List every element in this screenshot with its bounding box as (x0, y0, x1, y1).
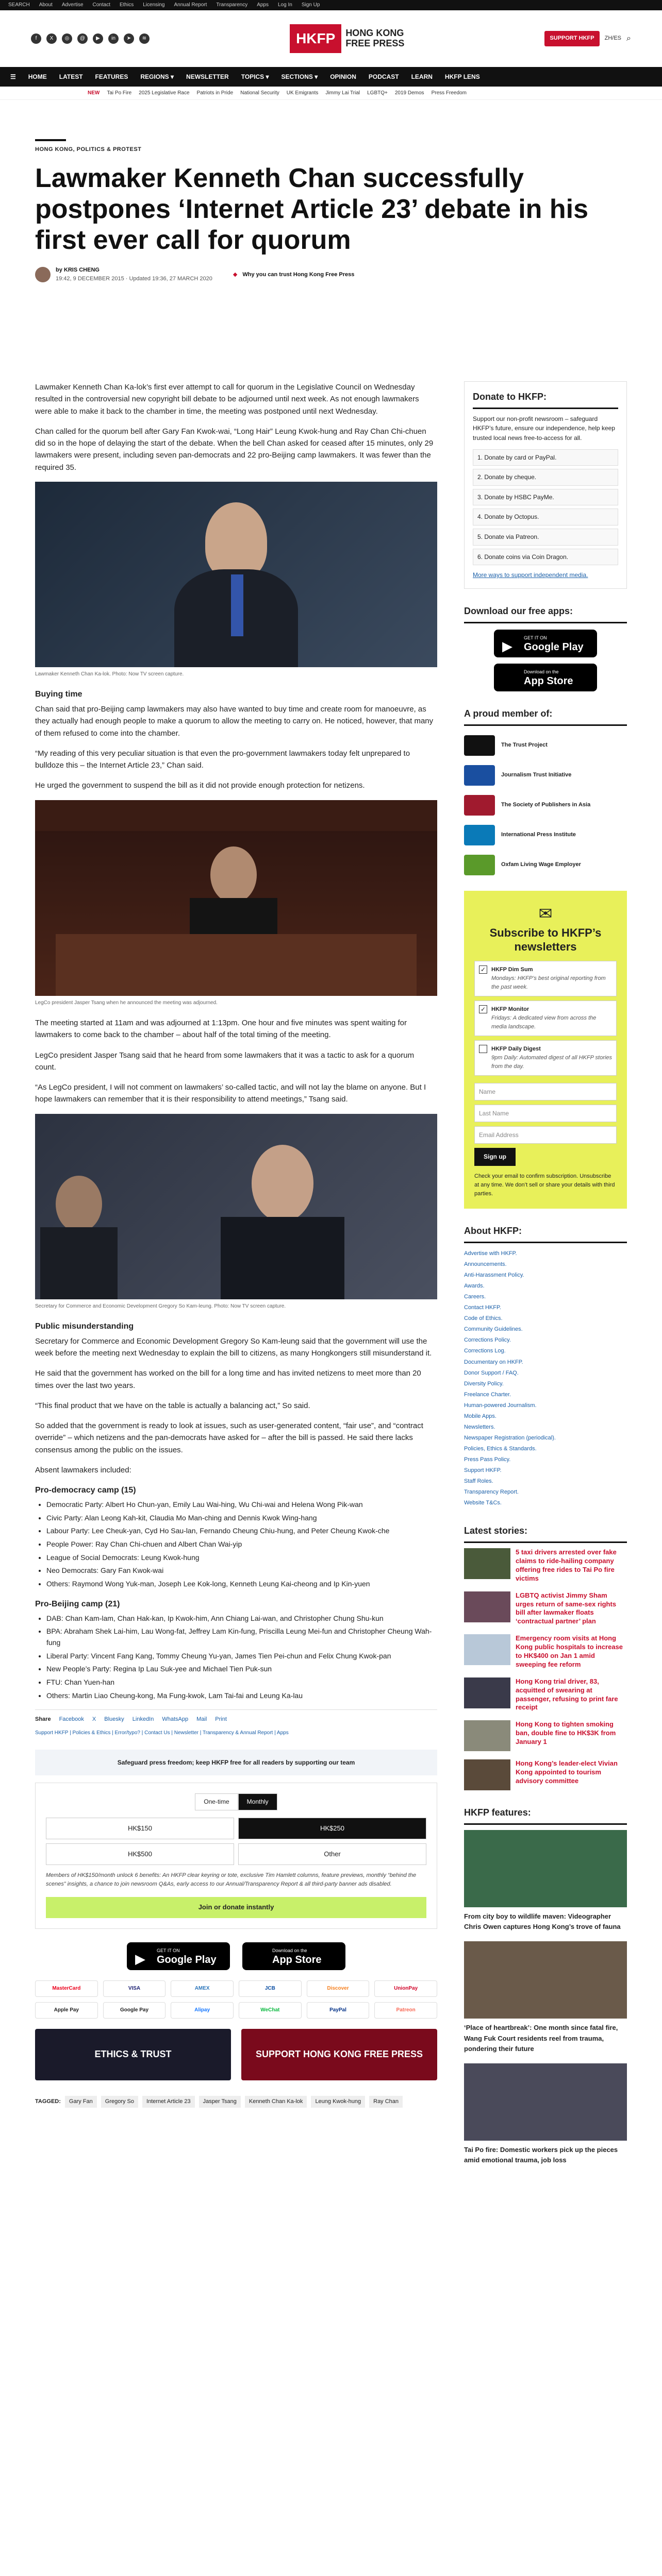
payment-logo: Discover (307, 1980, 370, 1997)
donate-option[interactable]: 1. Donate by card or PayPal. (473, 449, 618, 466)
nav-item[interactable]: TOPICS ▾ (241, 73, 269, 80)
story-item[interactable] (464, 1634, 627, 1669)
logo-line-2: FREE PRESS (345, 38, 405, 48)
newsletter-name: HKFP Daily Digest (491, 1046, 541, 1053)
util-link[interactable]: Transparency (216, 2, 248, 8)
member-org[interactable] (464, 765, 627, 786)
feature-item[interactable] (464, 1830, 627, 1932)
newsletter-box (464, 891, 627, 1209)
author-name[interactable]: KRIS CHENG (63, 267, 100, 274)
about-link[interactable]: Website T&Cs. (464, 1500, 502, 1506)
signup-button[interactable]: Sign up (474, 1148, 516, 1166)
telegram-icon[interactable]: ➤ (124, 33, 134, 44)
list-item: • Others: Martin Liao Cheung-kong, Ma Fung-kwok, Lam Tai-fai and Leung Ka-lau (46, 1690, 437, 1702)
youtube-icon[interactable]: ▶ (93, 33, 103, 44)
about-link[interactable]: Corrections Policy. (464, 1337, 511, 1344)
about-link[interactable]: Code of Ethics. (464, 1315, 503, 1322)
story-item[interactable] (464, 1677, 627, 1713)
site-logo[interactable] (290, 24, 404, 53)
paragraph: Absent lawmakers included: (35, 1465, 131, 1475)
app-store-button[interactable] (242, 1942, 345, 1970)
story-item[interactable] (464, 1720, 627, 1751)
payment-logo: Alipay (171, 2002, 234, 2019)
feature-image (464, 2063, 627, 2141)
about-link[interactable]: Human-powered Journalism. (464, 1402, 537, 1409)
google-play-icon: ▶ (135, 1951, 145, 1967)
paragraph: He said that the government has worked on the bill for a long time and has invited netizens to meet more than 20 times over the last two years. (35, 1369, 421, 1390)
member-name: The Trust Project (501, 742, 548, 749)
email-input[interactable]: Email Address (474, 1126, 617, 1144)
app-store-button[interactable] (494, 664, 597, 691)
trending-link[interactable]: Press Freedom (431, 90, 467, 96)
about-link[interactable]: Careers. (464, 1294, 486, 1300)
member-title: A proud member of: (464, 707, 627, 726)
paragraph: Chan said that pro-Beijing camp lawmakers may also have wanted to buy time and create room for manoeuvre, as they actually had enough people to make a quorum to allow the meeting to carry on. He noticed, however, that many of them refused to come into the chamber. (35, 705, 434, 738)
trending-link[interactable]: 2019 Demos (394, 90, 424, 96)
about-link[interactable]: Awards. (464, 1283, 485, 1290)
checkbox-checked[interactable]: ✓ (479, 965, 487, 974)
story-thumbnail (464, 1634, 510, 1665)
store-small: GET IT ON (524, 635, 547, 640)
sopa-logo (464, 795, 495, 816)
story-title: Hong Kong to tighten smoking ban, double fine to HK$3K from January 1 (516, 1720, 616, 1746)
list-item: • League of Social Democrats: Leung Kwok-hung (46, 1552, 437, 1564)
about-title: About HKFP: (464, 1224, 627, 1243)
about-link[interactable]: Contact HKFP. (464, 1304, 501, 1311)
checkbox-checked[interactable]: ✓ (479, 1005, 487, 1013)
newsletter-desc: Fridays: A dedicated view from across the media landscape. (491, 1015, 597, 1030)
freq-one-time[interactable]: One-time (195, 1793, 238, 1810)
store-small: Download on the (524, 669, 559, 674)
about-link[interactable]: Newsletters. (464, 1423, 495, 1430)
trending-link[interactable]: UK Emigrants (286, 90, 319, 96)
name-input[interactable]: Name (474, 1083, 617, 1100)
member-org[interactable] (464, 735, 627, 756)
list-heading: Pro-democracy camp (15) (35, 1486, 136, 1495)
newsletter-option[interactable] (474, 961, 617, 996)
join-button[interactable]: Join or donate instantly (46, 1897, 426, 1918)
list-item: • DAB: Chan Kam-lam, Chan Hak-kan, Ip Kwok-him, Ann Chiang Lai-wan, and Christopher Chung Shu-kun (46, 1613, 437, 1624)
new-label: NEW (88, 90, 100, 96)
amount-option[interactable]: HK$150 (46, 1818, 234, 1839)
story-title: Emergency room visits at Hong Kong public hospitals to increase to HK$400 on Jan 1 amid sweeping fee reform (516, 1634, 623, 1668)
list-item: • People Power: Ray Chan Chi-chuen and Albert Chan Wai-yip (46, 1539, 437, 1550)
about-list (464, 1248, 627, 1509)
list-item: • Democratic Party: Albert Ho Chun-yan, Emily Lau Wai-hing, Wu Chi-wai and Helena Wong Pik-wan (46, 1499, 437, 1511)
newsletter-option[interactable] (474, 1040, 617, 1076)
paragraph: “This final product that we have on the table is actually a balancing act,” So said. (35, 1401, 310, 1410)
list-item: • Others: Raymond Wong Yuk-man, Joseph Lee Kok-long, Kenneth Leung Kai-cheong and Ip Kin-yuen (46, 1579, 437, 1590)
article-photo-jasper-tsang (35, 800, 437, 996)
feature-image (464, 1830, 627, 1907)
payment-logos (35, 1980, 437, 2019)
photo-caption: Lawmaker Kenneth Chan Ka-lok. Photo: Now TV screen capture. (35, 671, 184, 677)
article-dates: 19:42, 9 DECEMBER 2015 · Updated 19:36, 27 MARCH 2020 (56, 276, 212, 282)
feature-title: ‘Place of heartbreak’: One month since fatal fire, Wang Fuk Court residents reel from trauma, pondering their future (464, 2024, 618, 2053)
trending-link[interactable]: LGBTQ+ (367, 90, 388, 96)
about-link[interactable]: Freelance Charter. (464, 1391, 511, 1398)
feature-item[interactable] (464, 2063, 627, 2165)
story-title: Hong Kong’s leader-elect Vivian Kong appointed to tourism advisory committee (516, 1759, 618, 1785)
member-note: Members of HK$150/month unlock 6 benefits: An HKFP clear keyring or tote, exclusive Tim Hamlett columns, feature previews, monthly “behind the scenes” insights, a chance to join newsroom Q&As, early access to our Annual/Transparency Report & all third-party banner ads disabled. (46, 1872, 417, 1888)
about-link[interactable]: Corrections Log. (464, 1348, 506, 1354)
article-headline: Lawmaker Kenneth Chan successfully postpones ‘Internet Article 23’ debate in his first ever call for quorum (35, 163, 588, 255)
login-link[interactable]: Log In (278, 2, 292, 8)
article-body (35, 381, 437, 2108)
trending-link[interactable]: National Security (240, 90, 279, 96)
nav-item[interactable]: OPINION (330, 73, 356, 80)
trending-link[interactable]: 2025 Legislative Race (139, 90, 190, 96)
hamburger-icon[interactable]: ☰ (10, 73, 16, 80)
author-avatar (35, 267, 51, 282)
donate-option[interactable]: 4. Donate by Octopus. (473, 509, 618, 526)
envelope-icon: ✉ (538, 904, 553, 923)
byline: by KRIS CHENG 19:42, 9 DECEMBER 2015 · Updated 19:36, 27 MARCH 2020 ◆ Why you can trust Hong Kong Free Press (35, 266, 627, 283)
tags-label: TAGGED: (35, 2098, 61, 2105)
article-photo-kenneth-chan (35, 482, 437, 667)
paragraph: So added that the government is ready to look at issues, such as user-generated content, “fair use”, and “contract override” – which netizens and the pan-democrats have asked for – after the bill is passed. He said there lacks consensus among the public on the issues. (35, 1421, 423, 1454)
donate-option[interactable]: 3. Donate by HSBC PayMe. (473, 489, 618, 506)
donate-intro: Support our non-profit newsroom – safeguard HKFP’s future, ensure our independence, help keep trusted local news free-to-access for all. (473, 415, 615, 442)
share-print[interactable]: Print (215, 1716, 227, 1723)
paragraph: Chan called for the quorum bell after Gary Fan Kwok-wai, “Long Hair” Leung Kwok-hung and Ray Chan Chi-chuen did so in the hope of delaying the start of the debate. When the bell Chan asked for ceased after 15 minutes, only 29 lawmakers were present, including seven pan-democrats and 22 pro-Beijing camp lawmakers. It was fewer than the required 35. (35, 427, 434, 472)
amount-option[interactable]: HK$500 (46, 1843, 234, 1865)
logo-text (345, 28, 404, 49)
search-link[interactable]: SEARCH (8, 2, 30, 8)
signup-link[interactable]: Sign Up (301, 2, 320, 8)
story-thumbnail (464, 1591, 510, 1622)
story-thumbnail (464, 1759, 510, 1790)
apps-section (464, 604, 627, 691)
article-photo-gregory-so (35, 1114, 437, 1299)
member-name: International Press Institute (501, 832, 576, 838)
story-title: Hong Kong trial driver, 83, acquitted of swearing at passenger, refusing to print fare receipt (516, 1677, 618, 1711)
list-item: • New People’s Party: Regina Ip Lau Suk-yee and Michael Tien Puk-sun (46, 1664, 437, 1675)
share-facebook[interactable]: Facebook (59, 1716, 84, 1723)
amount-option-selected[interactable]: HK$250 (238, 1818, 426, 1839)
member-name: Journalism Trust Initiative (501, 772, 572, 778)
sidebar (464, 381, 627, 2175)
tag[interactable]: Kenneth Chan Ka-lok (245, 2096, 307, 2108)
store-big: Google Play (524, 641, 584, 653)
list-item: • BPA: Abraham Shek Lai-him, Lau Wong-fat, Jeffrey Lam Kin-fung, Priscilla Leung Mei-fun and Christopher Cheung Wah-fung (46, 1626, 437, 1648)
paragraph: Lawmaker Kenneth Chan Ka-lok’s first ever attempt to call for quorum in the Legislative Council on Wednesday resulted in the controversial new copyright bill debate to be adjourned until next week. As not enough lawmakers were able to make it back to the chamber in time, the meeting was postponed until next Wednesday. (35, 383, 419, 416)
util-link[interactable]: About (39, 2, 53, 8)
safeguard-banner: Safeguard press freedom; keep HKFP free for all readers by supporting our team (35, 1750, 437, 1776)
story-thumbnail (464, 1720, 510, 1751)
trust-icon: ◆ (233, 271, 238, 278)
share-x[interactable]: X (92, 1716, 96, 1723)
about-link[interactable]: Anti-Harassment Policy. (464, 1272, 524, 1279)
latest-section (464, 1524, 627, 1790)
tag[interactable]: Leung Kwok-hung (311, 2096, 365, 2108)
member-org[interactable] (464, 795, 627, 816)
about-link[interactable]: Advertise with HKFP. (464, 1250, 517, 1257)
subheading: Buying time (35, 690, 82, 699)
main-nav (0, 67, 662, 87)
newsletter-title: Subscribe to HKFP’s newsletters (489, 926, 602, 953)
site-header (0, 10, 662, 67)
list-heading: Pro-Beijing camp (21) (35, 1599, 120, 1608)
feature-title: From city boy to wildlife maven: Videographer Chris Owen captures Hong Kong’s trove of fauna (464, 1912, 621, 1931)
payment-logo: Google Pay (103, 2002, 166, 2019)
trending-link[interactable]: Patriots in Pride (196, 90, 234, 96)
store-small: Download on the (272, 1947, 307, 1953)
util-link[interactable]: Ethics (119, 2, 134, 8)
payment-logo: Patreon (374, 2002, 437, 2019)
trust-project-logo (464, 735, 495, 756)
trust-link[interactable]: Why you can trust Hong Kong Free Press (242, 271, 355, 278)
subheading: Public misunderstanding (35, 1322, 134, 1331)
about-link[interactable]: Announcements. (464, 1261, 507, 1268)
google-play-icon: ▶ (502, 638, 512, 654)
oxfam-logo (464, 855, 495, 875)
about-link[interactable]: Press Pass Policy. (464, 1456, 511, 1463)
nav-item[interactable]: REGIONS ▾ (140, 73, 174, 80)
trending-link[interactable]: Tai Po Fire (107, 90, 132, 96)
store-small: GET IT ON (157, 1947, 180, 1953)
story-title: LGBTQ activist Jimmy Sham urges return of same-sex rights bill after lawmaker floats ‘contractual partner’ plan (516, 1591, 617, 1625)
footer-links[interactable]: Support HKFP | Policies & Ethics | Error/typo? | Contact Us | Newsletter | Transparency & Annual Report | Apps (35, 1730, 289, 1736)
tag[interactable]: Jasper Tsang (199, 2096, 241, 2108)
story-thumbnail (464, 1548, 510, 1579)
story-item[interactable] (464, 1591, 627, 1626)
nav-item[interactable]: FEATURES (95, 73, 128, 80)
language-switch[interactable]: ZH/ES (604, 35, 622, 42)
share-mail[interactable]: Mail (196, 1716, 207, 1723)
promo-banners (35, 2029, 437, 2080)
logo-mark: HKFP (290, 24, 341, 53)
story-title: 5 taxi drivers arrested over fake claims to ride-hailing company offering free rides to Tai Po fire victims (516, 1548, 617, 1582)
feature-item[interactable] (464, 1941, 627, 2054)
donate-option[interactable]: 6. Donate coins via Coin Dragon. (473, 549, 618, 566)
newsletter-desc: Mondays: HKFP’s best original reporting from the past week. (491, 975, 606, 991)
photo-caption: Secretary for Commerce and Economic Development Gregory So Kam-leung. Photo: Now TV screen capture. (35, 1303, 286, 1309)
payment-logo: UnionPay (374, 1980, 437, 1997)
donate-title: Donate to HKFP: (473, 390, 618, 409)
jti-logo (464, 765, 495, 786)
freq-monthly[interactable]: Monthly (238, 1793, 277, 1810)
about-section (464, 1224, 627, 1509)
list-item: • Neo Democrats: Gary Fan Kwok-wai (46, 1565, 437, 1577)
payment-logo: WeChat (239, 2002, 302, 2019)
frequency-toggle (46, 1793, 426, 1810)
apps-title: Download our free apps: (464, 604, 627, 623)
article-header (35, 139, 627, 284)
newsletter-name: HKFP Dim Sum (491, 966, 533, 973)
share-bluesky[interactable]: Bluesky (104, 1716, 124, 1723)
paragraph: “My reading of this very peculiar situation is that even the pro-government lawmakers today felt unprepared to bulldoze this – the Internet Article 23,” Chan said. (35, 749, 410, 770)
about-link[interactable]: Documentary on HKFP. (464, 1359, 523, 1365)
donate-option[interactable]: 2. Donate by cheque. (473, 469, 618, 486)
latest-title: Latest stories: (464, 1524, 627, 1543)
payment-logo: AMEX (171, 1980, 234, 1997)
tag[interactable]: Internet Article 23 (142, 2096, 195, 2108)
newsletter-desc: 9pm Daily: Automated digest of all HKFP stories from the day. (491, 1055, 612, 1070)
amount-grid (46, 1818, 426, 1865)
facebook-icon[interactable]: f (31, 33, 41, 44)
nav-item[interactable]: LATEST (59, 73, 83, 80)
ipi-logo (464, 825, 495, 845)
feature-image (464, 1941, 627, 2019)
member-name: The Society of Publishers in Asia (501, 802, 591, 808)
story-item[interactable] (464, 1759, 627, 1790)
util-link[interactable]: Licensing (143, 2, 165, 8)
checkbox[interactable] (479, 1045, 487, 1053)
newsletter-note: Check your email to confirm subscription. Unsubscribe at any time. We don’t sell or share your details with third parties. (474, 1173, 615, 1197)
amount-option[interactable]: Other (238, 1843, 426, 1865)
paragraph: “As LegCo president, I will not comment on lawmakers’ so-called tactic, and will not lay the blame on anyone. But I hope lawmakers can remember that it is their responsibility to attend meetings,” Tsang said. (35, 1083, 426, 1104)
google-play-button[interactable] (127, 1942, 230, 1970)
tag[interactable]: Ray Chan (369, 2096, 403, 2108)
pro-beijing-list (35, 1613, 437, 1702)
paragraph: LegCo president Jasper Tsang said that he heard from some lawmakers that it was a tactic to ask for a quorum count. (35, 1050, 415, 1072)
features-section (464, 1806, 627, 2165)
google-play-button[interactable] (494, 630, 597, 657)
search-icon[interactable]: ⌕ (626, 33, 631, 43)
nav-item[interactable]: PODCAST (368, 73, 399, 80)
paragraph: Secretary for Commerce and Economic Development Gregory So Kam-leung said that the government will use the week before the meeting next Wednesday to explain the bill to citizens, as many Hongkongers still misunderstand it. (35, 1336, 432, 1358)
share-whatsapp[interactable]: WhatsApp (162, 1716, 189, 1723)
donate-option[interactable]: 5. Donate via Patreon. (473, 529, 618, 546)
photo-caption: LegCo president Jasper Tsang when he announced the meeting was adjourned. (35, 999, 218, 1006)
member-name: Oxfam Living Wage Employer (501, 861, 581, 868)
share-label: Share (35, 1716, 51, 1723)
rss-icon[interactable]: ≋ (139, 33, 150, 44)
last-name-input[interactable]: Last Name (474, 1105, 617, 1122)
instagram-icon[interactable]: ◎ (62, 33, 72, 44)
about-link[interactable]: Donor Support / FAQ. (464, 1369, 519, 1376)
story-thumbnail (464, 1677, 510, 1708)
nav-item[interactable]: LEARN (411, 73, 433, 80)
article-category[interactable]: HONG KONG, POLITICS & PROTEST (35, 139, 66, 154)
features-title: HKFP features: (464, 1806, 627, 1825)
list-item: • Labour Party: Lee Cheuk-yan, Cyd Ho Sau-lan, Fernando Cheung Chiu-hung, and Peter Cheung Kwok-che (46, 1526, 437, 1537)
support-button[interactable]: SUPPORT HKFP (544, 31, 599, 46)
feature-title: Tai Po fire: Domestic workers pick up the pieces amid emotional trauma, job loss (464, 2145, 618, 2164)
donation-widget (35, 1783, 437, 1928)
store-big: Google Play (157, 1954, 217, 1965)
list-item: • Liberal Party: Vincent Fang Kang, Tommy Cheung Yu-yan, James Tien Pei-chun and Felix Chung Kwok-pan (46, 1651, 437, 1662)
story-item[interactable] (464, 1548, 627, 1583)
pro-democracy-list (35, 1499, 437, 1590)
about-link[interactable]: Community Guidelines. (464, 1326, 523, 1333)
nav-item[interactable]: SECTIONS ▾ (281, 73, 318, 80)
promo-support[interactable]: SUPPORT HONG KONG FREE PRESS (241, 2029, 437, 2080)
share-row (35, 1709, 437, 1724)
nav-item[interactable]: NEWSLETTER (186, 73, 229, 80)
payment-logo: PayPal (307, 2002, 370, 2019)
share-linkedin[interactable]: LinkedIn (132, 1716, 154, 1723)
more-ways-link[interactable]: More ways to support independent media. (473, 571, 588, 579)
promo-ethics[interactable]: ETHICS & TRUST (35, 2029, 231, 2080)
newsletter-option[interactable] (474, 1001, 617, 1036)
list-item: • FTU: Chan Yuen-han (46, 1677, 437, 1688)
tag[interactable]: Gregory So (101, 2096, 138, 2108)
app-buttons-bottom (35, 1942, 437, 1970)
util-link[interactable]: Apps (257, 2, 269, 8)
linkedin-icon[interactable]: in (108, 33, 119, 44)
trending-bar (0, 87, 662, 100)
donate-box (464, 381, 627, 589)
about-link[interactable]: Diversity Policy. (464, 1380, 504, 1387)
about-link[interactable]: Newspaper Registration (periodical). (464, 1434, 556, 1441)
member-org[interactable] (464, 825, 627, 845)
payment-logo: Apple Pay (35, 2002, 98, 2019)
payment-logo: JCB (239, 1980, 302, 1997)
nav-item[interactable]: HOME (28, 73, 47, 80)
about-link[interactable]: Policies, Ethics & Standards. (464, 1445, 537, 1452)
util-link[interactable]: Annual Report (174, 2, 207, 8)
member-org[interactable] (464, 855, 627, 875)
threads-icon[interactable]: @ (77, 33, 88, 44)
nav-item[interactable]: HKFP LENS (444, 73, 480, 80)
about-link[interactable]: Staff Roles. (464, 1478, 493, 1485)
tag[interactable]: Gary Fan (65, 2096, 97, 2108)
social-icons (31, 33, 150, 44)
logo-line-1: HONG KONG (345, 28, 404, 39)
util-link[interactable]: Contact (92, 2, 110, 8)
about-link[interactable]: Transparency Report. (464, 1489, 519, 1496)
newsletter-name: HKFP Monitor (491, 1006, 529, 1013)
utility-bar (0, 0, 662, 10)
paragraph: The meeting started at 11am and was adjourned at 1:13pm. One hour and five minutes was spent waiting for lawmakers to come back to the chamber – about half of the total timing of the meeting. (35, 1019, 407, 1040)
list-item: • Civic Party: Alan Leong Kah-kit, Claudia Mo Man-ching and Dennis Kwok Wing-hang (46, 1513, 437, 1524)
paragraph: He urged the government to suspend the bill as it did not provide enough protection for netizens. (35, 781, 365, 790)
about-link[interactable]: Mobile Apps. (464, 1413, 496, 1419)
payment-logo: VISA (103, 1980, 166, 1997)
payment-logo: MasterCard (35, 1980, 98, 1997)
member-section (464, 707, 627, 875)
tags-row (35, 2096, 437, 2108)
store-big: App Store (524, 675, 573, 687)
store-big: App Store (272, 1954, 322, 1965)
trending-link[interactable]: Jimmy Lai Trial (325, 90, 360, 96)
util-link[interactable]: Advertise (61, 2, 84, 8)
x-icon[interactable]: X (46, 33, 57, 44)
about-link[interactable]: Support HKFP. (464, 1467, 502, 1473)
